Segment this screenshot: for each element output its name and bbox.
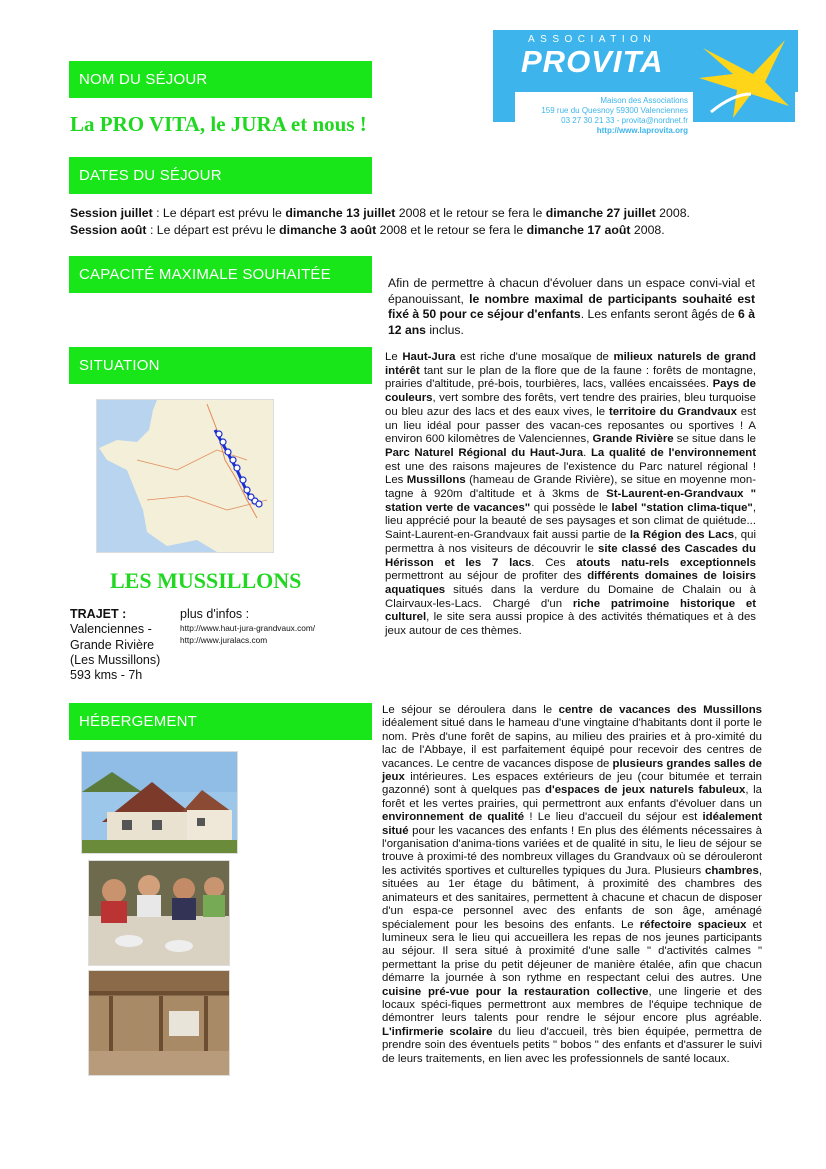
situation-run: La qualité de l'environnement (590, 446, 756, 459)
situation-run: (hameau de Grande Rivière), se situe en moyenne mon-tagne à 920m d'altitude et à 3kms de (385, 474, 757, 501)
section-hebergement: HÉBERGEMENT (69, 703, 372, 740)
hebergement-run: intérieures. Les espaces extérieurs de jeu (cour bitumée et terrain gazonné) sont à quelques pas (382, 771, 762, 797)
session-aout: Session août : Le départ est prévu le dimanche 3 août 2008 et le retour se fera le dimanche 17 août 2008. (70, 223, 665, 237)
situation-run: milieux naturels de grand intérêt (385, 351, 756, 377)
trajet-block (70, 607, 180, 683)
hebergement-run: chambres (705, 864, 759, 877)
hebergement-run: Le séjour se déroulera dans le (382, 704, 559, 716)
situation-run: qui possède le (530, 501, 612, 514)
situation-run: , lieu apprécié pour la beauté de ses paysages et son climat de quiétude... Saint-Laurent-en-Grandvaux fait aussi partie de (385, 501, 756, 542)
situation-run: , vert sombre des forêts, vert tendre des prairies, bleu turquoise ou bleu azur des lacs et des eaux vives, le (385, 392, 756, 418)
situation-run: St-Laurent-en-Grandvaux " station verte de vacances" (385, 488, 757, 514)
address-line-3: 03 27 30 21 33 - provita@nordnet.fr (561, 116, 688, 125)
trajet-line-4: 593 kms - 7h (70, 668, 143, 683)
session-juillet: Session juillet : Le départ est prévu le dimanche 13 juillet 2008 et le retour se fera le dimanche 27 juillet 2008. (70, 206, 690, 220)
hebergement-run: plusieurs grandes salles de jeux (382, 757, 762, 784)
hebergement-run: et lumineux sera le lieu qui accueillera les repas de nos jeunes participants au séjour. Il sera situé à proximité d'une salle " d'activités calmes " permettant la prise du petit déjeuner de manière étalée, afin que chacun démarre la journée à son rythme en respectant celui des autres. Une (382, 918, 762, 985)
situation-run: Mussillons (406, 474, 466, 487)
hebergement-run: centre de vacances des Mussillons (558, 704, 763, 716)
situation-run: territoire du Grandvaux (608, 405, 737, 418)
situation-run: . Ces (531, 556, 577, 569)
building-photo (81, 751, 238, 854)
trajet-line-1: Valenciennes - (70, 622, 152, 637)
situation-run: , le site sera aussi propice à des activités thématiques et à des jeux autour de ces thèmes. (385, 611, 756, 638)
address-line-1: Maison des Associations (600, 96, 688, 105)
situation-run: permettront au séjour de profiter des (385, 570, 588, 583)
hebergement-run: ! Le lieu d'accueil du séjour est (524, 811, 703, 824)
map-svg (97, 400, 273, 552)
logo-org-small: ASSOCIATION (528, 34, 657, 45)
situation-run: site classé des Cascades du Hérisson et les 7 lacs (385, 542, 756, 569)
situation-run: est riche d'une mosaïque de (455, 351, 614, 363)
trajet-line-3: (Les Mussillons) (70, 652, 161, 667)
situation-run: Pays de couleurs (385, 378, 756, 405)
hebergement-run: , une lingerie et des locaux spéci-fiques permettront aux membres de l'équipe technique de démontrer leurs talents pour rendre le séjour encore plus agréable. (382, 985, 763, 1025)
situation-run: est une des raisons majeures de l'existence du Parc naturel régional ! Les (385, 460, 756, 487)
hebergement-run: idéalement situé dans le hameau d'une vingtaine d'habitants dont il porte le nom. Près d'une forêt de sapins, au milieu des prairies et à pro-ximité du lac de l'Abbaye, il est parfaitement équipé pour recevoir des centres de vacances. Le centre de vacances dispose de (382, 717, 762, 770)
situation-run: Haut-Jura (402, 351, 456, 363)
situation-text (385, 351, 756, 639)
dates-block (70, 205, 770, 239)
hebergement-run: environnement de qualité (382, 811, 525, 824)
section-dates-du-sejour: DATES DU SÉJOUR (69, 157, 372, 194)
logo-org-name: PROVITA (521, 44, 664, 79)
hebergement-run: , la forêt et les vertes prairies, qui permettront aux enfants d'évoluer dans un (382, 784, 763, 810)
situation-run: Parc Naturel Régional du Haut-Jura (385, 446, 584, 459)
france-map (96, 399, 274, 553)
hebergement-run: réfectoire spacieux (639, 918, 747, 931)
place-name: LES MUSSILLONS (110, 568, 302, 593)
situation-run: . (583, 446, 591, 459)
situation-run: tant sur le plan de la flore que de la faune : forêts de montagne, prairies d'altitude, pré-bois, tourbières, lacs, vallées encaissées. (385, 364, 756, 391)
trajet-label: TRAJET : (70, 607, 127, 621)
logo-star-icon (693, 34, 795, 122)
infos-block (180, 607, 370, 645)
website-link[interactable]: http://www.laprovita.org (596, 126, 688, 135)
hebergement-run: L'infirmerie scolaire (382, 1025, 493, 1038)
hebergement-run: d'espaces de jeux naturels fabuleux (545, 784, 746, 797)
infos-link-juralacs[interactable]: http://www.juralacs.com (180, 635, 268, 645)
situation-run: est un lieu idéal pour passer des vacan-ces reposantes ou sportives ! A environ 600 kilomètres de Valenciennes, (385, 405, 756, 446)
situation-run: Grande Rivière (592, 433, 674, 446)
infos-link-grandvaux[interactable]: http://www.haut-jura-grandvaux.com/ (180, 623, 316, 633)
hebergement-run: , situées au 1er étage du bâtiment, à proximité des chambres des animateurs et des sanitaires, permettent à chacune et chacun de disposer d'un espa-ce personnel avec des enfants de son âge, aménagé spécialement pour les besoins des enfants. Le (382, 864, 762, 931)
section-situation: SITUATION (69, 347, 372, 384)
dining-photo (88, 860, 230, 966)
stay-title: La PRO VITA, le JURA et nous ! (70, 112, 367, 136)
hebergement-run: idéalement situé (382, 811, 762, 837)
situation-run: riche patrimoine historique et culturel (385, 597, 756, 624)
situation-run: Le (385, 351, 403, 363)
situation-run: situés dans la verdure du Domaine de Chalain ou à Clairvaux-les-Lacs. Chargé d'un (385, 583, 756, 610)
infos-label: plus d'infos : (180, 607, 250, 621)
trajet-line-2: Grande Rivière (70, 637, 155, 652)
situation-run: atouts natu-rels exceptionnels (576, 556, 756, 569)
address-line-2: 159 rue du Quesnoy 59300 Valenciennes (541, 106, 688, 115)
situation-run: se situe dans le (673, 433, 756, 446)
hebergement-run: cuisine pré-vue pour la restauration collective (382, 985, 649, 998)
situation-run: label "station clima-tique" (611, 501, 753, 514)
hall-photo (88, 970, 230, 1076)
hebergement-run: pour les vacances des enfants ! En plus des éléments nécessaires à l'organisation d'anima-tions variées et de qualité in situ, le lieu de séjour se trouve à proximi-té des nombreux villages du Grandvaux où se dérouleront les activités sportives et culturelles typiques du Jura. Plusieurs (382, 824, 762, 877)
hebergement-run: du lieu d'accueil, très bien équipée, permettra de prendre soin des éventuels petits " bobos " des enfants et d'assurer le suivi de leurs traitements, en lien avec les professionnels de santé locaux. (382, 1025, 762, 1065)
section-capacite-maximale: CAPACITÉ MAXIMALE SOUHAITÉE (69, 256, 372, 293)
hebergement-text (382, 704, 762, 1066)
situation-run: différents domaines de loisirs aquatiques (385, 570, 756, 596)
situation-run: , qui permettra à nos visiteurs de découvrir le (385, 529, 757, 555)
capacite-text: Afin de permettre à chacun d'évoluer dans un espace convi-vial et épanouissant, le nombre maximal de participants souhaité est fixé à 50 pour ce séjour d'enfants. Les enfants seront âgés de 6 à 12 ans inclus. (388, 276, 756, 337)
situation-run: la Région des Lacs (629, 529, 735, 542)
section-nom-du-sejour: NOM DU SÉJOUR (69, 61, 372, 98)
